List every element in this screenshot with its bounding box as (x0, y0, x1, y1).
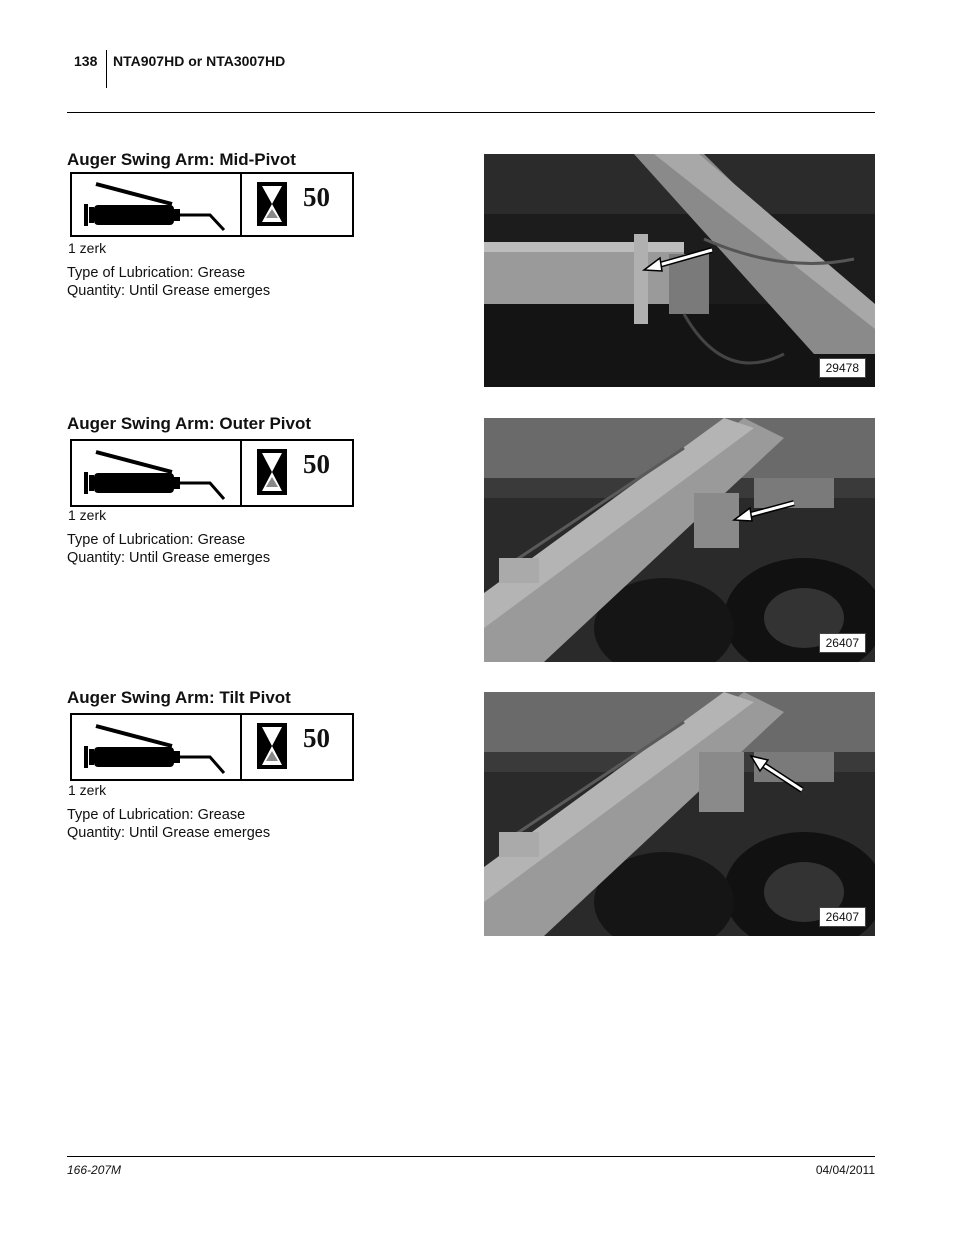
lubrication-type: Type of Lubrication: Grease (67, 265, 246, 281)
lubrication-symbol-box (70, 172, 354, 237)
footer-rule (67, 1156, 875, 1157)
zerk-count: 1 zerk (68, 507, 107, 523)
section-title: Auger Swing Arm: Mid-Pivot (67, 150, 296, 169)
header-divider (106, 50, 107, 88)
grease-gun-icon (72, 715, 240, 776)
lubrication-quantity: Quantity: Until Grease emerges (67, 283, 271, 299)
header-rule (67, 112, 875, 113)
figure-number: 26407 (819, 907, 866, 927)
interval-cell (242, 441, 352, 502)
section-title: Auger Swing Arm: Outer Pivot (67, 414, 312, 433)
figure-number: 26407 (819, 633, 866, 653)
lubrication-symbol-box (70, 439, 354, 507)
lubrication-quantity: Quantity: Until Grease emerges (67, 550, 271, 566)
lubrication-symbol-box (70, 713, 354, 781)
hourglass-icon (257, 449, 287, 495)
photo-tilt-pivot (484, 692, 875, 936)
page-number: 138 (74, 53, 98, 69)
zerk-count: 1 zerk (68, 782, 107, 798)
photo-outer-pivot (484, 418, 875, 662)
figure-number: 29478 (819, 358, 866, 378)
grease-gun-icon (72, 174, 240, 235)
hourglass-icon (257, 182, 287, 226)
document-number: 166-207M (67, 1163, 122, 1177)
interval-cell (242, 715, 352, 776)
lubrication-type: Type of Lubrication: Grease (67, 532, 246, 548)
interval-hours: 50 (303, 449, 330, 479)
interval-cell (242, 174, 352, 235)
zerk-count: 1 zerk (68, 240, 107, 256)
hourglass-icon (257, 723, 287, 769)
publication-date: 04/04/2011 (815, 1163, 875, 1177)
section-title: Auger Swing Arm: Tilt Pivot (67, 688, 291, 707)
lubrication-quantity: Quantity: Until Grease emerges (67, 825, 271, 841)
manual-title: NTA907HD or NTA3007HD (113, 53, 286, 69)
interval-hours: 50 (303, 723, 330, 753)
lubrication-type: Type of Lubrication: Grease (67, 807, 246, 823)
photo-mid-pivot (484, 154, 875, 387)
interval-hours: 50 (303, 182, 330, 212)
grease-gun-icon (72, 441, 240, 502)
